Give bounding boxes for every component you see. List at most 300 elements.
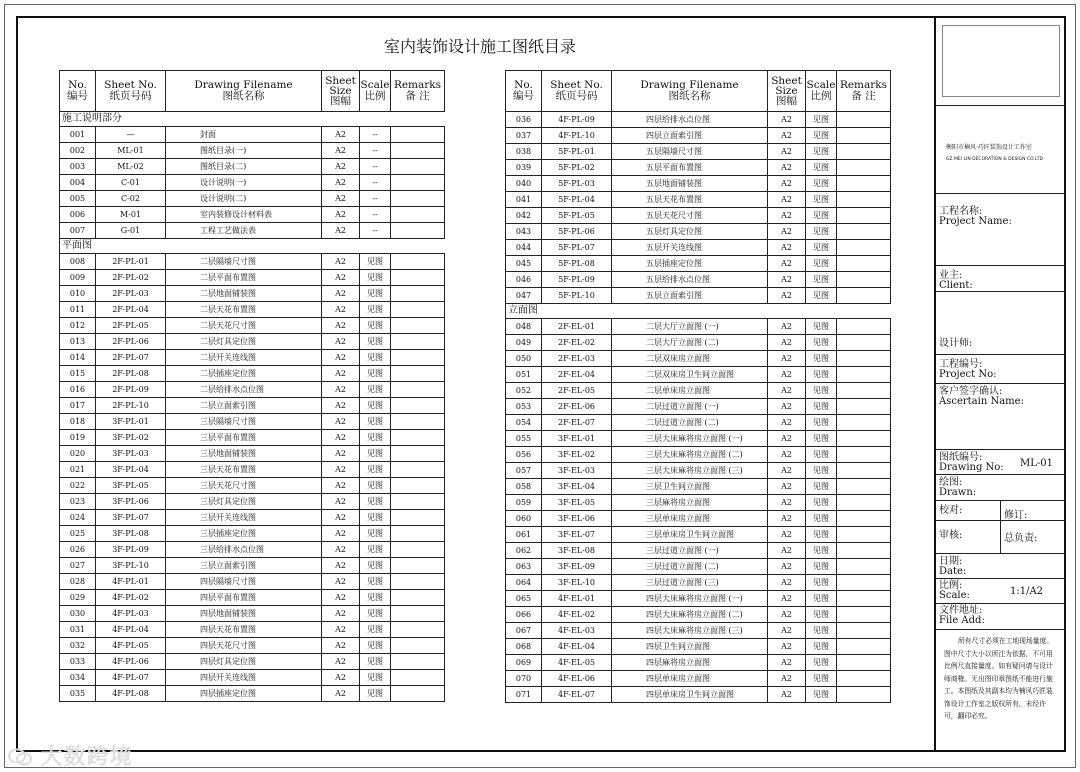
cell-sheet: 5F-PL-02 xyxy=(542,160,612,176)
cell-sheet: 2F-EL-01 xyxy=(542,319,612,335)
drawing-no-value: ML-01 xyxy=(1020,458,1053,469)
cell-size: A2 xyxy=(768,415,806,431)
project-name-label-en: Project Name: xyxy=(939,216,1012,227)
cell-name: 二层平面布置图 xyxy=(166,270,322,286)
cell-size: A2 xyxy=(322,462,360,478)
cell-sheet: 2F-PL-06 xyxy=(96,334,166,350)
cell-remarks xyxy=(391,462,445,478)
table-row xyxy=(60,446,445,462)
cell-size: A2 xyxy=(768,224,806,240)
cell-sheet: 2F-EL-03 xyxy=(542,351,612,367)
cell-remarks xyxy=(391,302,445,318)
scale-label-en: Scale: xyxy=(939,590,970,601)
cell-sheet: 5F-PL-03 xyxy=(542,176,612,192)
cell-scale: 见图 xyxy=(360,462,391,478)
cell-size: A2 xyxy=(768,256,806,272)
cell-remarks xyxy=(391,382,445,398)
revise-label: 修订: xyxy=(1004,510,1028,521)
cell-name: 四层地面铺装图 xyxy=(166,606,322,622)
cell-no: 048 xyxy=(506,319,542,335)
table-row xyxy=(60,494,445,510)
project-name-label: 工程名称: xyxy=(939,206,983,217)
cell-remarks xyxy=(837,351,891,367)
cell-name: 二层双床房立面图 xyxy=(612,351,768,367)
cell-sheet: M-01 xyxy=(96,207,166,223)
cell-no: 051 xyxy=(506,367,542,383)
cell-remarks xyxy=(391,350,445,366)
cell-sheet: — xyxy=(96,127,166,143)
cell-no: 027 xyxy=(60,558,96,574)
cell-no: 049 xyxy=(506,335,542,351)
table-row xyxy=(506,575,891,591)
divider xyxy=(936,193,1065,194)
cell-scale: 见图 xyxy=(806,655,837,671)
cell-scale: 见图 xyxy=(806,399,837,415)
cell-name: 四层天花布置图 xyxy=(166,622,322,638)
cell-size: A2 xyxy=(322,638,360,654)
table-row xyxy=(506,671,891,687)
cell-no: 061 xyxy=(506,527,542,543)
section-title: 平面图 xyxy=(60,239,445,254)
cell-size: A2 xyxy=(322,670,360,686)
cell-sheet: 3F-PL-03 xyxy=(96,446,166,462)
disclaimer-note: 所有尺寸必须在工地现场量度。图中尺寸大小以所注为依据，不可用比例尺直接量度。如有疑问请与设计师商榷。无出图印章图纸不能进行施工。本图纸及其副本均为楠风巧匠装饰设计工作室之版权所有，未经许可，翻印必究。 xyxy=(944,637,1054,720)
cell-sheet: 4F-PL-04 xyxy=(96,622,166,638)
cell-name: 四层隔墙尺寸图 xyxy=(166,574,322,590)
cell-name: 三层麻将房立面图 xyxy=(612,495,768,511)
cell-no: 045 xyxy=(506,256,542,272)
cell-scale: 见图 xyxy=(360,318,391,334)
cell-remarks xyxy=(391,191,445,207)
cell-sheet: 5F-PL-09 xyxy=(542,272,612,288)
cell-name: 二层大厅立面图 (二) xyxy=(612,335,768,351)
cell-size: A2 xyxy=(768,687,806,703)
cell-scale: 见图 xyxy=(806,367,837,383)
cell-scale: 见图 xyxy=(360,478,391,494)
cell-sheet: 2F-PL-03 xyxy=(96,286,166,302)
cell-remarks xyxy=(837,112,891,128)
cell-size: A2 xyxy=(768,447,806,463)
cell-remarks xyxy=(391,606,445,622)
cell-no: 047 xyxy=(506,288,542,304)
cell-sheet: 4F-EL-03 xyxy=(542,623,612,639)
cell-no: 010 xyxy=(60,286,96,302)
cell-scale: 见图 xyxy=(806,527,837,543)
cell-scale: 见图 xyxy=(360,446,391,462)
table-header-row xyxy=(506,71,891,112)
table-row xyxy=(60,478,445,494)
section-title: 施工说明部分 xyxy=(60,112,445,127)
cell-name: 三层插座定位图 xyxy=(166,526,322,542)
cell-no: 006 xyxy=(60,207,96,223)
cell-remarks xyxy=(837,192,891,208)
cell-no: 052 xyxy=(506,383,542,399)
header-filename-line: Drawing Filename xyxy=(640,79,739,91)
cell-no: 004 xyxy=(60,175,96,191)
cell-sheet: G-01 xyxy=(96,223,166,239)
scale-label: 比例: xyxy=(939,580,963,591)
cell-size: A2 xyxy=(768,112,806,128)
cell-size: A2 xyxy=(768,495,806,511)
cell-size: A2 xyxy=(322,430,360,446)
section-header-row xyxy=(60,112,445,127)
cell-size: A2 xyxy=(322,686,360,702)
cell-scale: 见图 xyxy=(360,302,391,318)
cell-name: 二层天花尺寸图 xyxy=(166,318,322,334)
drawn-label-en: Drawn: xyxy=(939,487,977,498)
cell-sheet: 2F-EL-05 xyxy=(542,383,612,399)
cell-name: 五层立面索引图 xyxy=(612,288,768,304)
table-row xyxy=(506,272,891,288)
table-row xyxy=(60,207,445,223)
cell-sheet: 4F-PL-03 xyxy=(96,606,166,622)
header-sheet-no xyxy=(96,71,166,112)
cell-no: 035 xyxy=(60,686,96,702)
cell-name: 四层单床房立面图 xyxy=(612,671,768,687)
cell-name: 二层给排水点位图 xyxy=(166,382,322,398)
table-row xyxy=(506,128,891,144)
header-remarks-line: Remarks xyxy=(839,79,888,91)
cell-no: 038 xyxy=(506,144,542,160)
table-row xyxy=(60,670,445,686)
table-row xyxy=(506,655,891,671)
cell-no: 014 xyxy=(60,350,96,366)
cell-scale: 见图 xyxy=(360,270,391,286)
cell-scale: 见图 xyxy=(806,176,837,192)
cell-remarks xyxy=(391,542,445,558)
header-sheet-no-line: 纸页号码 xyxy=(109,90,152,102)
cell-remarks xyxy=(391,558,445,574)
cell-name: 五层天花尺寸图 xyxy=(612,208,768,224)
audit-label: 审核: xyxy=(939,530,963,541)
divider xyxy=(936,578,1065,579)
table-row xyxy=(60,127,445,143)
cell-name: 五层灯具定位图 xyxy=(612,224,768,240)
cell-no: 022 xyxy=(60,478,96,494)
cell-scale: 见图 xyxy=(360,430,391,446)
cell-remarks xyxy=(391,223,445,239)
cell-remarks xyxy=(837,607,891,623)
cell-name: 封面 xyxy=(166,127,322,143)
page-title: 室内装饰设计施工图纸目录 xyxy=(383,37,576,56)
cell-no: 020 xyxy=(60,446,96,462)
cell-scale: 见图 xyxy=(360,638,391,654)
cell-sheet: 5F-PL-07 xyxy=(542,240,612,256)
cell-scale: 见图 xyxy=(360,350,391,366)
cell-size: A2 xyxy=(768,479,806,495)
cell-name: 图纸目录(二) xyxy=(166,159,322,175)
cell-no: 055 xyxy=(506,431,542,447)
cell-sheet: 3F-PL-09 xyxy=(96,542,166,558)
cell-name: 二层天花布置图 xyxy=(166,302,322,318)
cell-no: 031 xyxy=(60,622,96,638)
table-row xyxy=(506,351,891,367)
cell-scale: 见图 xyxy=(360,510,391,526)
cell-scale: -- xyxy=(360,143,391,159)
cell-sheet: 3F-EL-10 xyxy=(542,575,612,591)
cell-size: A2 xyxy=(322,350,360,366)
cell-name: 三层地面铺装图 xyxy=(166,446,322,462)
cell-scale: 见图 xyxy=(806,256,837,272)
cell-size: A2 xyxy=(322,286,360,302)
cell-remarks xyxy=(391,159,445,175)
cell-sheet: 2F-EL-02 xyxy=(542,335,612,351)
cell-scale: 见图 xyxy=(360,254,391,270)
cell-no: 009 xyxy=(60,270,96,286)
cell-name: 四层插座定位图 xyxy=(166,686,322,702)
cell-scale: 见图 xyxy=(806,272,837,288)
cell-remarks xyxy=(837,479,891,495)
cell-size: A2 xyxy=(322,622,360,638)
header-sheet-no-line: 纸页号码 xyxy=(555,90,598,102)
cell-name: 图纸目录(一) xyxy=(166,143,322,159)
drawing-no-label: 图纸编号: xyxy=(939,452,983,463)
cell-name: 四层天花尺寸图 xyxy=(166,638,322,654)
cell-name: 四层大床麻将房立面图 (一) xyxy=(612,591,768,607)
client-label-en: Client: xyxy=(939,280,973,291)
cell-remarks xyxy=(391,398,445,414)
table-row xyxy=(60,638,445,654)
cell-sheet: 3F-EL-05 xyxy=(542,495,612,511)
cell-size: A2 xyxy=(322,143,360,159)
cell-sheet: 4F-EL-07 xyxy=(542,687,612,703)
drawing-index-table-left xyxy=(59,70,445,702)
cell-no: 042 xyxy=(506,208,542,224)
cell-scale: 见图 xyxy=(360,622,391,638)
cell-size: A2 xyxy=(322,574,360,590)
cell-sheet: 4F-EL-04 xyxy=(542,639,612,655)
cell-scale: 见图 xyxy=(806,447,837,463)
cell-name: 四层卫生间立面图 xyxy=(612,639,768,655)
cell-size: A2 xyxy=(768,431,806,447)
cell-size: A2 xyxy=(322,334,360,350)
cell-remarks xyxy=(391,654,445,670)
cell-size: A2 xyxy=(768,288,806,304)
cell-name: 设计说明(二) xyxy=(166,191,322,207)
table-row xyxy=(506,591,891,607)
cell-no: 053 xyxy=(506,399,542,415)
cell-remarks xyxy=(391,526,445,542)
header-size-line: Size xyxy=(329,85,352,97)
cell-scale: -- xyxy=(360,207,391,223)
cell-no: 043 xyxy=(506,224,542,240)
cell-scale: 见图 xyxy=(806,335,837,351)
divider xyxy=(936,553,1065,554)
cell-name: 二层双床房卫生间立面图 xyxy=(612,367,768,383)
cell-no: 030 xyxy=(60,606,96,622)
cell-size: A2 xyxy=(768,128,806,144)
cell-scale: 见图 xyxy=(806,479,837,495)
cell-no: 059 xyxy=(506,495,542,511)
header-remarks-line: 备 注 xyxy=(405,90,430,102)
cell-scale: 见图 xyxy=(360,670,391,686)
table-row xyxy=(60,398,445,414)
cell-no: 012 xyxy=(60,318,96,334)
cell-remarks xyxy=(837,527,891,543)
table-row xyxy=(506,112,891,128)
watermark xyxy=(8,740,133,771)
cell-size: A2 xyxy=(322,446,360,462)
cell-remarks xyxy=(837,431,891,447)
cell-sheet: ML-02 xyxy=(96,159,166,175)
cell-sheet: C-01 xyxy=(96,175,166,191)
header-sheet-no-line: Sheet No. xyxy=(104,79,157,91)
cell-size: A2 xyxy=(768,192,806,208)
header-size-line: Sheet xyxy=(771,75,802,87)
cell-no: 056 xyxy=(506,447,542,463)
section-header-row xyxy=(60,239,445,254)
watermark-text: 大数跨境 xyxy=(40,745,133,770)
cell-no: 044 xyxy=(506,240,542,256)
cell-name: 二层过道立面图 (二) xyxy=(612,415,768,431)
header-filename-line: 图纸名称 xyxy=(222,90,265,102)
cell-sheet: 5F-PL-06 xyxy=(542,224,612,240)
cell-remarks xyxy=(837,224,891,240)
table-row xyxy=(60,606,445,622)
table-row xyxy=(60,334,445,350)
table-row xyxy=(60,382,445,398)
table-row xyxy=(60,622,445,638)
table-row xyxy=(506,415,891,431)
table-row xyxy=(60,430,445,446)
cell-name: 五层开关连线图 xyxy=(612,240,768,256)
table-row xyxy=(506,367,891,383)
drawing-index-table-right xyxy=(505,70,891,703)
cell-size: A2 xyxy=(322,191,360,207)
cell-scale: 见图 xyxy=(806,431,837,447)
cell-sheet: 3F-EL-02 xyxy=(542,447,612,463)
cell-size: A2 xyxy=(768,144,806,160)
cell-scale: 见图 xyxy=(806,511,837,527)
cell-sheet: C-02 xyxy=(96,191,166,207)
cell-sheet: 4F-EL-01 xyxy=(542,591,612,607)
cell-no: 021 xyxy=(60,462,96,478)
cell-remarks xyxy=(837,559,891,575)
cell-name: 三层隔墙尺寸图 xyxy=(166,414,322,430)
header-size xyxy=(768,71,806,112)
cell-sheet: 3F-EL-04 xyxy=(542,479,612,495)
table-row xyxy=(60,223,445,239)
chief-label: 总负责: xyxy=(1004,533,1038,544)
cell-remarks xyxy=(391,254,445,270)
cell-scale: 见图 xyxy=(806,351,837,367)
cell-no: 050 xyxy=(506,351,542,367)
cell-sheet: 3F-PL-06 xyxy=(96,494,166,510)
table-row xyxy=(506,527,891,543)
table-row xyxy=(60,462,445,478)
table-row xyxy=(60,686,445,702)
table-row xyxy=(506,463,891,479)
cell-no: 040 xyxy=(506,176,542,192)
cell-remarks xyxy=(391,574,445,590)
header-sheet-no-line: Sheet No. xyxy=(550,79,603,91)
cell-name: 三层过道立面图 (一) xyxy=(612,543,768,559)
table-row xyxy=(60,350,445,366)
cell-no: 066 xyxy=(506,607,542,623)
cell-scale: 见图 xyxy=(806,128,837,144)
cell-remarks xyxy=(837,399,891,415)
cell-name: 五层平面布置图 xyxy=(612,160,768,176)
cell-size: A2 xyxy=(768,623,806,639)
table-row xyxy=(60,286,445,302)
table-row xyxy=(60,574,445,590)
cell-sheet: 2F-PL-05 xyxy=(96,318,166,334)
cell-sheet: 4F-PL-07 xyxy=(96,670,166,686)
cell-remarks xyxy=(391,334,445,350)
cell-remarks xyxy=(391,143,445,159)
cell-sheet: 3F-PL-02 xyxy=(96,430,166,446)
table-row xyxy=(60,414,445,430)
cell-scale: 见图 xyxy=(806,575,837,591)
cell-scale: 见图 xyxy=(360,606,391,622)
cell-remarks xyxy=(837,639,891,655)
cell-remarks xyxy=(391,510,445,526)
table-row xyxy=(60,590,445,606)
cell-scale: 见图 xyxy=(360,654,391,670)
header-size-line: Sheet xyxy=(325,75,356,87)
divider xyxy=(936,265,1065,266)
cell-size: A2 xyxy=(322,590,360,606)
cell-sheet: 3F-EL-07 xyxy=(542,527,612,543)
cell-sheet: 3F-EL-01 xyxy=(542,431,612,447)
title-block xyxy=(934,17,1064,751)
cell-name: 四层开关连线图 xyxy=(166,670,322,686)
cell-sheet: 2F-EL-04 xyxy=(542,367,612,383)
cell-scale: 见图 xyxy=(806,288,837,304)
wechat-icon xyxy=(8,748,32,766)
cell-no: 041 xyxy=(506,192,542,208)
cell-name: 四层立面索引图 xyxy=(612,128,768,144)
cell-name: 四层灯具定位图 xyxy=(166,654,322,670)
cell-sheet: 2F-PL-01 xyxy=(96,254,166,270)
table-row xyxy=(506,176,891,192)
cell-sheet: 4F-PL-06 xyxy=(96,654,166,670)
header-remarks xyxy=(391,71,445,112)
cell-size: A2 xyxy=(322,366,360,382)
cell-remarks xyxy=(837,160,891,176)
project-no-label-en: Project No: xyxy=(939,369,997,380)
cell-sheet: 3F-PL-08 xyxy=(96,526,166,542)
table-row xyxy=(60,175,445,191)
cell-sheet: 3F-PL-05 xyxy=(96,478,166,494)
cell-no: 015 xyxy=(60,366,96,382)
header-no xyxy=(506,71,542,112)
cell-sheet: 4F-EL-06 xyxy=(542,671,612,687)
table-row xyxy=(506,511,891,527)
cell-name: 二层地面铺装图 xyxy=(166,286,322,302)
divider xyxy=(936,291,1065,292)
cell-remarks xyxy=(837,463,891,479)
ascertain-label-en: Ascertain Name: xyxy=(939,396,1024,407)
cell-name: 四层大床麻将房立面图 (二) xyxy=(612,607,768,623)
cell-sheet: 2F-PL-08 xyxy=(96,366,166,382)
cell-size: A2 xyxy=(322,558,360,574)
cell-remarks xyxy=(837,671,891,687)
cell-size: A2 xyxy=(322,159,360,175)
header-scale-line: Scale xyxy=(360,79,390,91)
cell-no: 017 xyxy=(60,398,96,414)
ascertain-label: 客户签字确认: xyxy=(939,386,1003,397)
cell-name: 二层灯具定位图 xyxy=(166,334,322,350)
header-size-line: 图幅 xyxy=(330,95,351,107)
header-no-line: 编号 xyxy=(513,90,534,102)
table-row xyxy=(506,623,891,639)
cell-name: 三层过道立面图 (三) xyxy=(612,575,768,591)
cell-sheet: 2F-PL-04 xyxy=(96,302,166,318)
table-row xyxy=(506,224,891,240)
cell-size: A2 xyxy=(322,270,360,286)
cell-no: 003 xyxy=(60,159,96,175)
